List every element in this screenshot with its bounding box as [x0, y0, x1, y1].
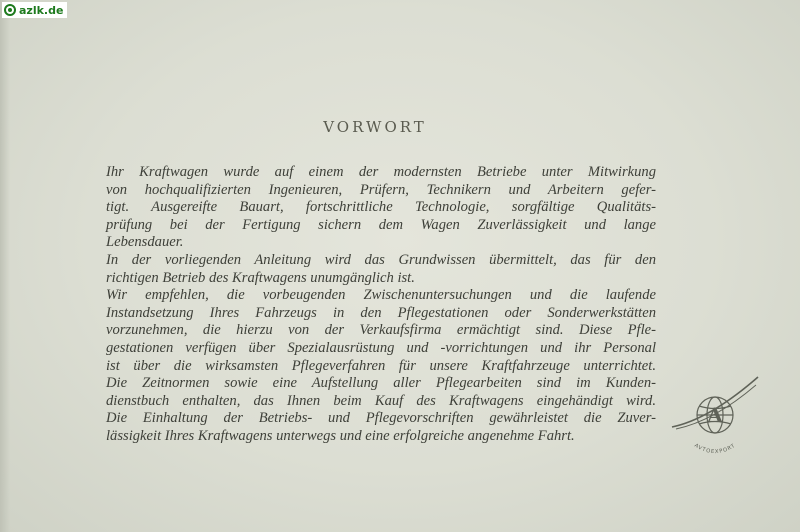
- text-line: Lebensdauer.: [106, 234, 184, 251]
- text-line: Ihr Kraftwagen wurde auf einem der modernsten Betriebe unter Mitwirkung: [106, 164, 656, 180]
- preface-text: [106, 164, 656, 446]
- text-line: tigt. Ausgereifte Bauart, fortschrittliche Technologie, sorgfältige Qualitäts-: [106, 199, 656, 216]
- text-line: vorzunehmen, die hierzu von der Verkaufsfirma ermächtigt sind. Diese Pfle-: [106, 322, 656, 339]
- logo-arc-text: AVTOEXPORT: [693, 442, 737, 456]
- site-watermark: [2, 2, 67, 18]
- watermark-text: azlk.de: [19, 3, 64, 17]
- text-line: Die Einhaltung der Betriebs- und Pflegevorschriften gewährleistet die Zuver-: [106, 410, 656, 427]
- text-line: lässigkeit Ihres Kraftwagens unterwegs und eine erfolgreiche angenehme Fahrt.: [106, 427, 575, 444]
- text-line: Die Zeitnormen sowie eine Aufstellung aller Pflegearbeiten sind im Kunden-: [106, 375, 656, 392]
- text-line: ist über die wirksamsten Pflegeverfahren für unsere Kraftfahrzeuge unterrichtet.: [106, 357, 656, 374]
- text-line: prüfung bei der Fertigung sichern dem Wagen Zuverlässigkeit und lange: [106, 216, 656, 233]
- text-line: Wir empfehlen, die vorbeugenden Zwischenuntersuchungen und die laufende: [106, 287, 656, 304]
- copyright-circle-icon: [4, 4, 16, 16]
- text-line: Instandsetzung Ihres Fahrzeugs in den Pflegestationen oder Sonderwerkstätten: [106, 304, 656, 321]
- text-line: In der vorliegenden Anleitung wird das Grundwissen übermittelt, das für den: [106, 251, 656, 268]
- text-line: gestationen verfügen über Spezialausrüstung und -vorrichtungen und ihr Personal: [106, 339, 656, 356]
- page-title: VORWORT: [323, 118, 427, 136]
- text-line: dienstbuch enthalten, das Ihnen beim Kauf des Kraftwagens eingehändigt wird.: [106, 392, 656, 409]
- text-line: von hochqualifizierten Ingenieuren, Prüfern, Technikern und Arbeitern gefer-: [106, 181, 656, 198]
- logo-letter: A: [707, 403, 723, 427]
- avtoexport-logo: [670, 375, 760, 460]
- page-edge-shadow: [0, 0, 10, 532]
- text-line: richtigen Betrieb des Kraftwagens unumgänglich ist.: [106, 269, 415, 286]
